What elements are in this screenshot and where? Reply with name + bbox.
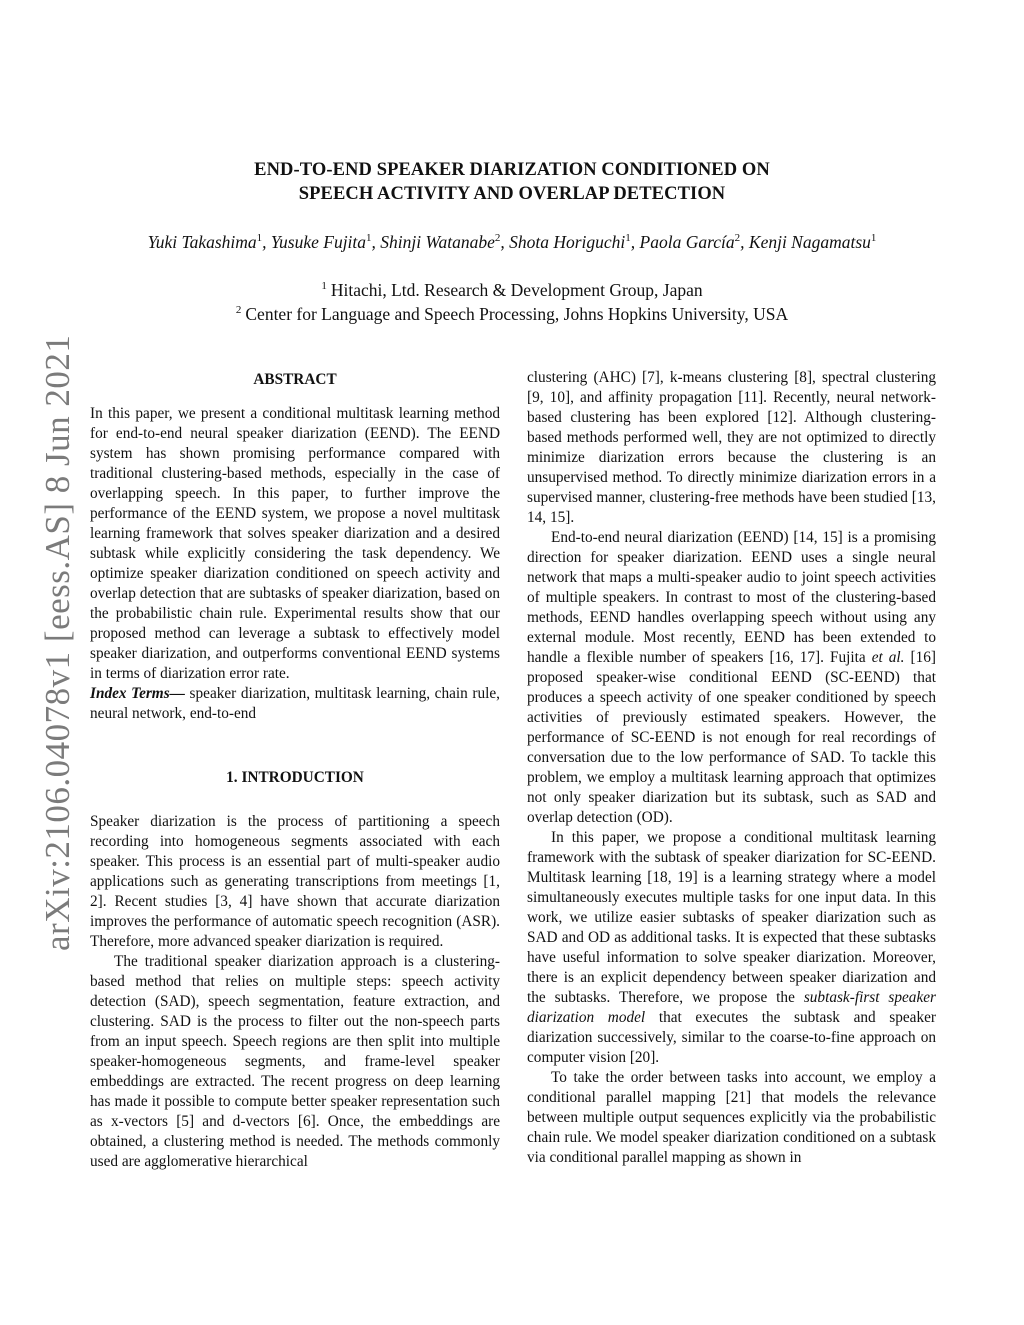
affiliation-text: Center for Language and Speech Processing, Johns Hopkins University, USA [245, 304, 789, 324]
author: Shota Horiguchi [509, 232, 626, 252]
affiliation-number: 1 [321, 280, 327, 293]
affiliation-1 [0, 278, 1024, 302]
intro-paragraph-2-continued: clustering (AHC) [7], k-means clustering [8], spectral clustering [9, 10], and affinity propagation [11]. Recently, neural network-based clustering has been explored [12]. Although clustering-based methods performed well, they are not optimized to directly minimize diarization errors because the clustering is an unsupervised method. To directly minimize diarization errors in a supervised manner, clustering-free methods have been studied [13, 14, 15]. [527, 369, 936, 526]
index-terms-label: Index Terms— [90, 685, 185, 702]
author: Shinji Watanabe [380, 232, 495, 252]
author-affiliation-mark: 1 [870, 232, 877, 245]
affiliation-number: 2 [235, 304, 242, 317]
intro-paragraph-5: To take the order between tasks into account, we employ a conditional parallel mapping [21] that models the relevance between multiple output sequences explicitly via the probabilistic chain rule. We model speaker diarization conditioned on a subtask via conditional parallel mapping as shown in [527, 1069, 936, 1166]
title-line-2: SPEECH ACTIVITY AND OVERLAP DETECTION [298, 184, 726, 204]
abstract-heading: ABSTRACT [253, 371, 337, 388]
author-affiliation-mark: 1 [366, 232, 372, 245]
author-affiliation-mark: 2 [734, 232, 741, 245]
author: Yusuke Fujita [270, 232, 367, 252]
author: Kenji Nagamatsu [748, 232, 871, 252]
abstract-body: In this paper, we present a conditional multitask learning method for end-to-end neural speaker diarization (EEND). The EEND system has shown promising performance compared with traditional clustering-based methods, especially in the case of overlapping speech. In this paper, to further improve the performance of the EEND system, we propose a novel multitask learning framework that solves speaker diarization and a desired subtask while explicitly considering the task dependency. We optimize speaker diarization conditioned on speech activity and overlap detection that are subtasks of speaker diarization, based on the probabilistic chain rule. Experimental results show that our proposed method can leverage a subtask to effectively model speaker diarization, and outperforms conventional EEND systems in terms of diarization error rate. [90, 405, 500, 682]
paragraph-text: [16] proposed speaker-wise conditional EEND (SC-EEND) that produces a speech activity of one speaker conditioned by speech activities of previously estimated speakers. However, the performance of SC-EEND is not enough for real recordings of conversation due to the low performance of SAD. To tackle this problem, we employ a multitask learning approach that optimizes not only speaker diarization but its subtask, such as SAD and overlap detection (OD). [527, 649, 936, 826]
paragraph-text: that executes the subtask and speaker diarization successively, similar to the coarse-to-fine approach on computer vision [20]. [527, 1009, 937, 1066]
intro-paragraph-3 [527, 528, 936, 828]
left-column [90, 368, 500, 1172]
title-line-1: END-TO-END SPEAKER DIARIZATION CONDITIONED ON [254, 160, 770, 180]
paragraph-text: In this paper, we propose a conditional multitask learning framework with the subtask of speaker diarization for SC-EEND. Multitask learning [18, 19] is a learning strategy where a model simultaneously executes multiple tasks for one input data. In this work, we utilize easier subtasks of speaker diarization such as SAD and OD as additional tasks. It is expected that these subtasks have useful information to solve speaker diarization. Moreover, there is an explicit dependency between speaker diarization and the subtasks. Therefore, we propose the [527, 829, 936, 1006]
intro-paragraph-2: The traditional speaker diarization approach is a clustering-based method that relies on multiple steps: speech activity detection (SAD), speech segmentation, feature extraction, and clustering. SAD is the process to filter out the non-speech parts from an input speech. Speech regions are then split into multiple speaker-homogeneous segments, and frame-level speaker embeddings are extracted. The recent progress on deep learning has made it possible to compute better speaker representation such as x-vectors [5] and d-vectors [6]. Once, the embeddings are obtained, a clustering method is needed. The methods commonly used are agglomerative hierarchical [90, 953, 500, 1170]
emphasis-text: et al. [871, 649, 905, 666]
arxiv-identifier: arXiv:2106.04078v1 [eess.AS] 8 Jun 2021 [38, 334, 77, 951]
author-affiliation-mark: 1 [256, 232, 263, 245]
author: Paola García [639, 232, 735, 252]
emphasis-text: subtask-first speaker diarization model [527, 989, 936, 1026]
section-heading-introduction: 1. INTRODUCTION [226, 769, 364, 786]
paper-title [0, 158, 1024, 206]
affiliation-2 [0, 302, 1024, 326]
index-terms-list: speaker diarization, multitask learning, chain rule, neural network, end-to-end [90, 685, 500, 722]
author-list: Yuki Takashima$^1$, Yusuke Fujita$^1$, Shinji Watanabe$^2$, Shota Horiguchi$^1$, Paola García$^2$, Kenji Nagamatsu$^1$ [147, 232, 877, 252]
intro-paragraph-1: Speaker diarization is the process of partitioning a speech recording into homogeneous segments associated with each speaker. This process is an essential part of multi-speaker audio applications such as generating transcriptions from meetings [1, 2]. Recent studies [3, 4] have shown that accurate diarization improves the performance of automatic speech recognition (ASR). Therefore, more advanced speaker diarization is required. [90, 813, 500, 950]
author: Yuki Takashima [147, 232, 257, 252]
paragraph-text: End-to-end neural diarization (EEND) [14, 15] is a promising direction for speaker diarization. EEND uses a single neural network that maps a multi-speaker audio to joint speech activities of multiple speakers. In contrast to most of the clustering-based methods, EEND handles overlapping speech without using any external module. Most recently, EEND has been extended to handle a flexible number of speakers [16, 17]. Fujita [527, 529, 936, 666]
affiliation-text: Hitachi, Ltd. Research & Development Group, Japan [330, 280, 703, 300]
author-affiliation-mark: 1 [625, 232, 631, 245]
index-terms [90, 684, 500, 724]
author-affiliation-mark: 2 [494, 232, 501, 245]
intro-paragraph-4 [527, 828, 936, 1068]
right-column [527, 368, 936, 1168]
